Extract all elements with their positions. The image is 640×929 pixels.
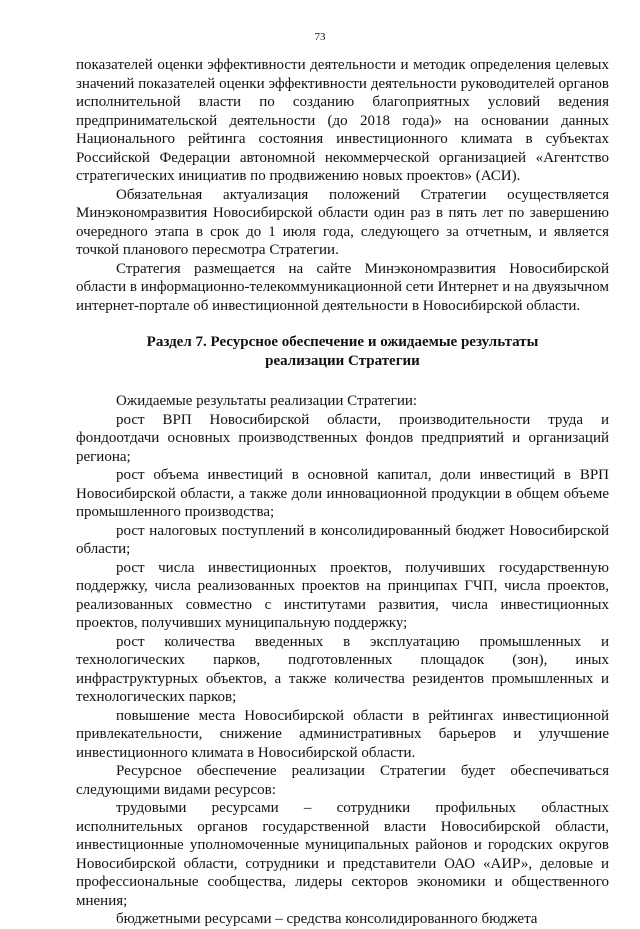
- section-7-text: [76, 392, 609, 929]
- section-heading-line-2: реализации Стратегии: [265, 352, 420, 369]
- paragraph: рост налоговых поступлений в консолидированный бюджет Новосибирской области;: [76, 522, 609, 557]
- paragraph: Стратегия размещается на сайте Минэкономразвития Новосибирской области в информационно-телекоммуникационной сети Интернет и на двуязычном интернет-портале об инвестиционной деятельности в Новосибирской области.: [76, 260, 609, 314]
- paragraph: Ожидаемые результаты реализации Стратегии:: [116, 393, 418, 409]
- section-heading: [76, 333, 609, 370]
- paragraph: Ресурсное обеспечение реализации Стратегии будет обеспечиваться следующими видами ресурсов:: [76, 763, 609, 798]
- paragraph: повышение места Новосибирской области в рейтингах инвестиционной привлекательности, снижение административных барьеров и улучшение инвестиционного климата в Новосибирской области.: [76, 707, 609, 761]
- paragraph: бюджетными ресурсами – средства консолидированного бюджета: [116, 911, 538, 927]
- paragraph: рост объема инвестиций в основной капитал, доли инвестиций в ВРП Новосибирской области, а также доли инновационной продукции в общем объеме промышленного производства;: [76, 467, 609, 520]
- paragraph: показателей оценки эффективности деятельности и методик определения целевых значений показателей оценки эффективности деятельности руководителей органов исполнительной власти по созданию благоприятных условий ведения предпринимательской деятельности (до 2018 года)» на основании данных Национального рейтинга состояния инвестиционного климата в субъектах Российской Федерации автономной некоммерческой организацией «Агентство стратегических инициатив по продвижению новых проектов» (АСИ).: [76, 57, 609, 184]
- paragraph: рост количества введенных в эксплуатацию промышленных и технологических парков, подготовленных площадок (зон), иных инфраструктурных объектов, а также количества резидентов промышленных и технологических парков;: [76, 633, 609, 705]
- paragraph: рост числа инвестиционных проектов, получивших государственную поддержку, числа реализованных проектов на принципах ГЧП, числа проектов, реализованных совместно с институтами развития, числа инвестиционных проектов, получивших муниципальную поддержку;: [76, 559, 609, 631]
- section-heading-line-1: Раздел 7. Ресурсное обеспечение и ожидаемые результаты: [146, 334, 539, 350]
- paragraph: Обязательная актуализация положений Стратегии осуществляется Минэкономразвития Новосибирской области один раз в пять лет по завершению очередного этапа в срок до 1 июля года, следующего за отчетным, и является точкой планового пересмотра Стратегии.: [76, 186, 609, 258]
- paragraph: трудовыми ресурсами – сотрудники профильных областных исполнительных органов государственной власти Новосибирской области, инвестиционные уполномоченные муниципальных районов и городских округов Новосибирской области, сотрудники и представители ОАО «АИР», деловые и профессиональные сообщества, лидеры секторов экономики и общественного мнения;: [76, 800, 609, 909]
- document-body: [76, 56, 609, 929]
- paragraph: рост ВРП Новосибирской области, производительности труда и фондоотдачи основных производственных фондов предприятий и организаций региона;: [76, 411, 609, 465]
- page-number: 73: [314, 31, 326, 43]
- section-intro-text: [76, 56, 609, 315]
